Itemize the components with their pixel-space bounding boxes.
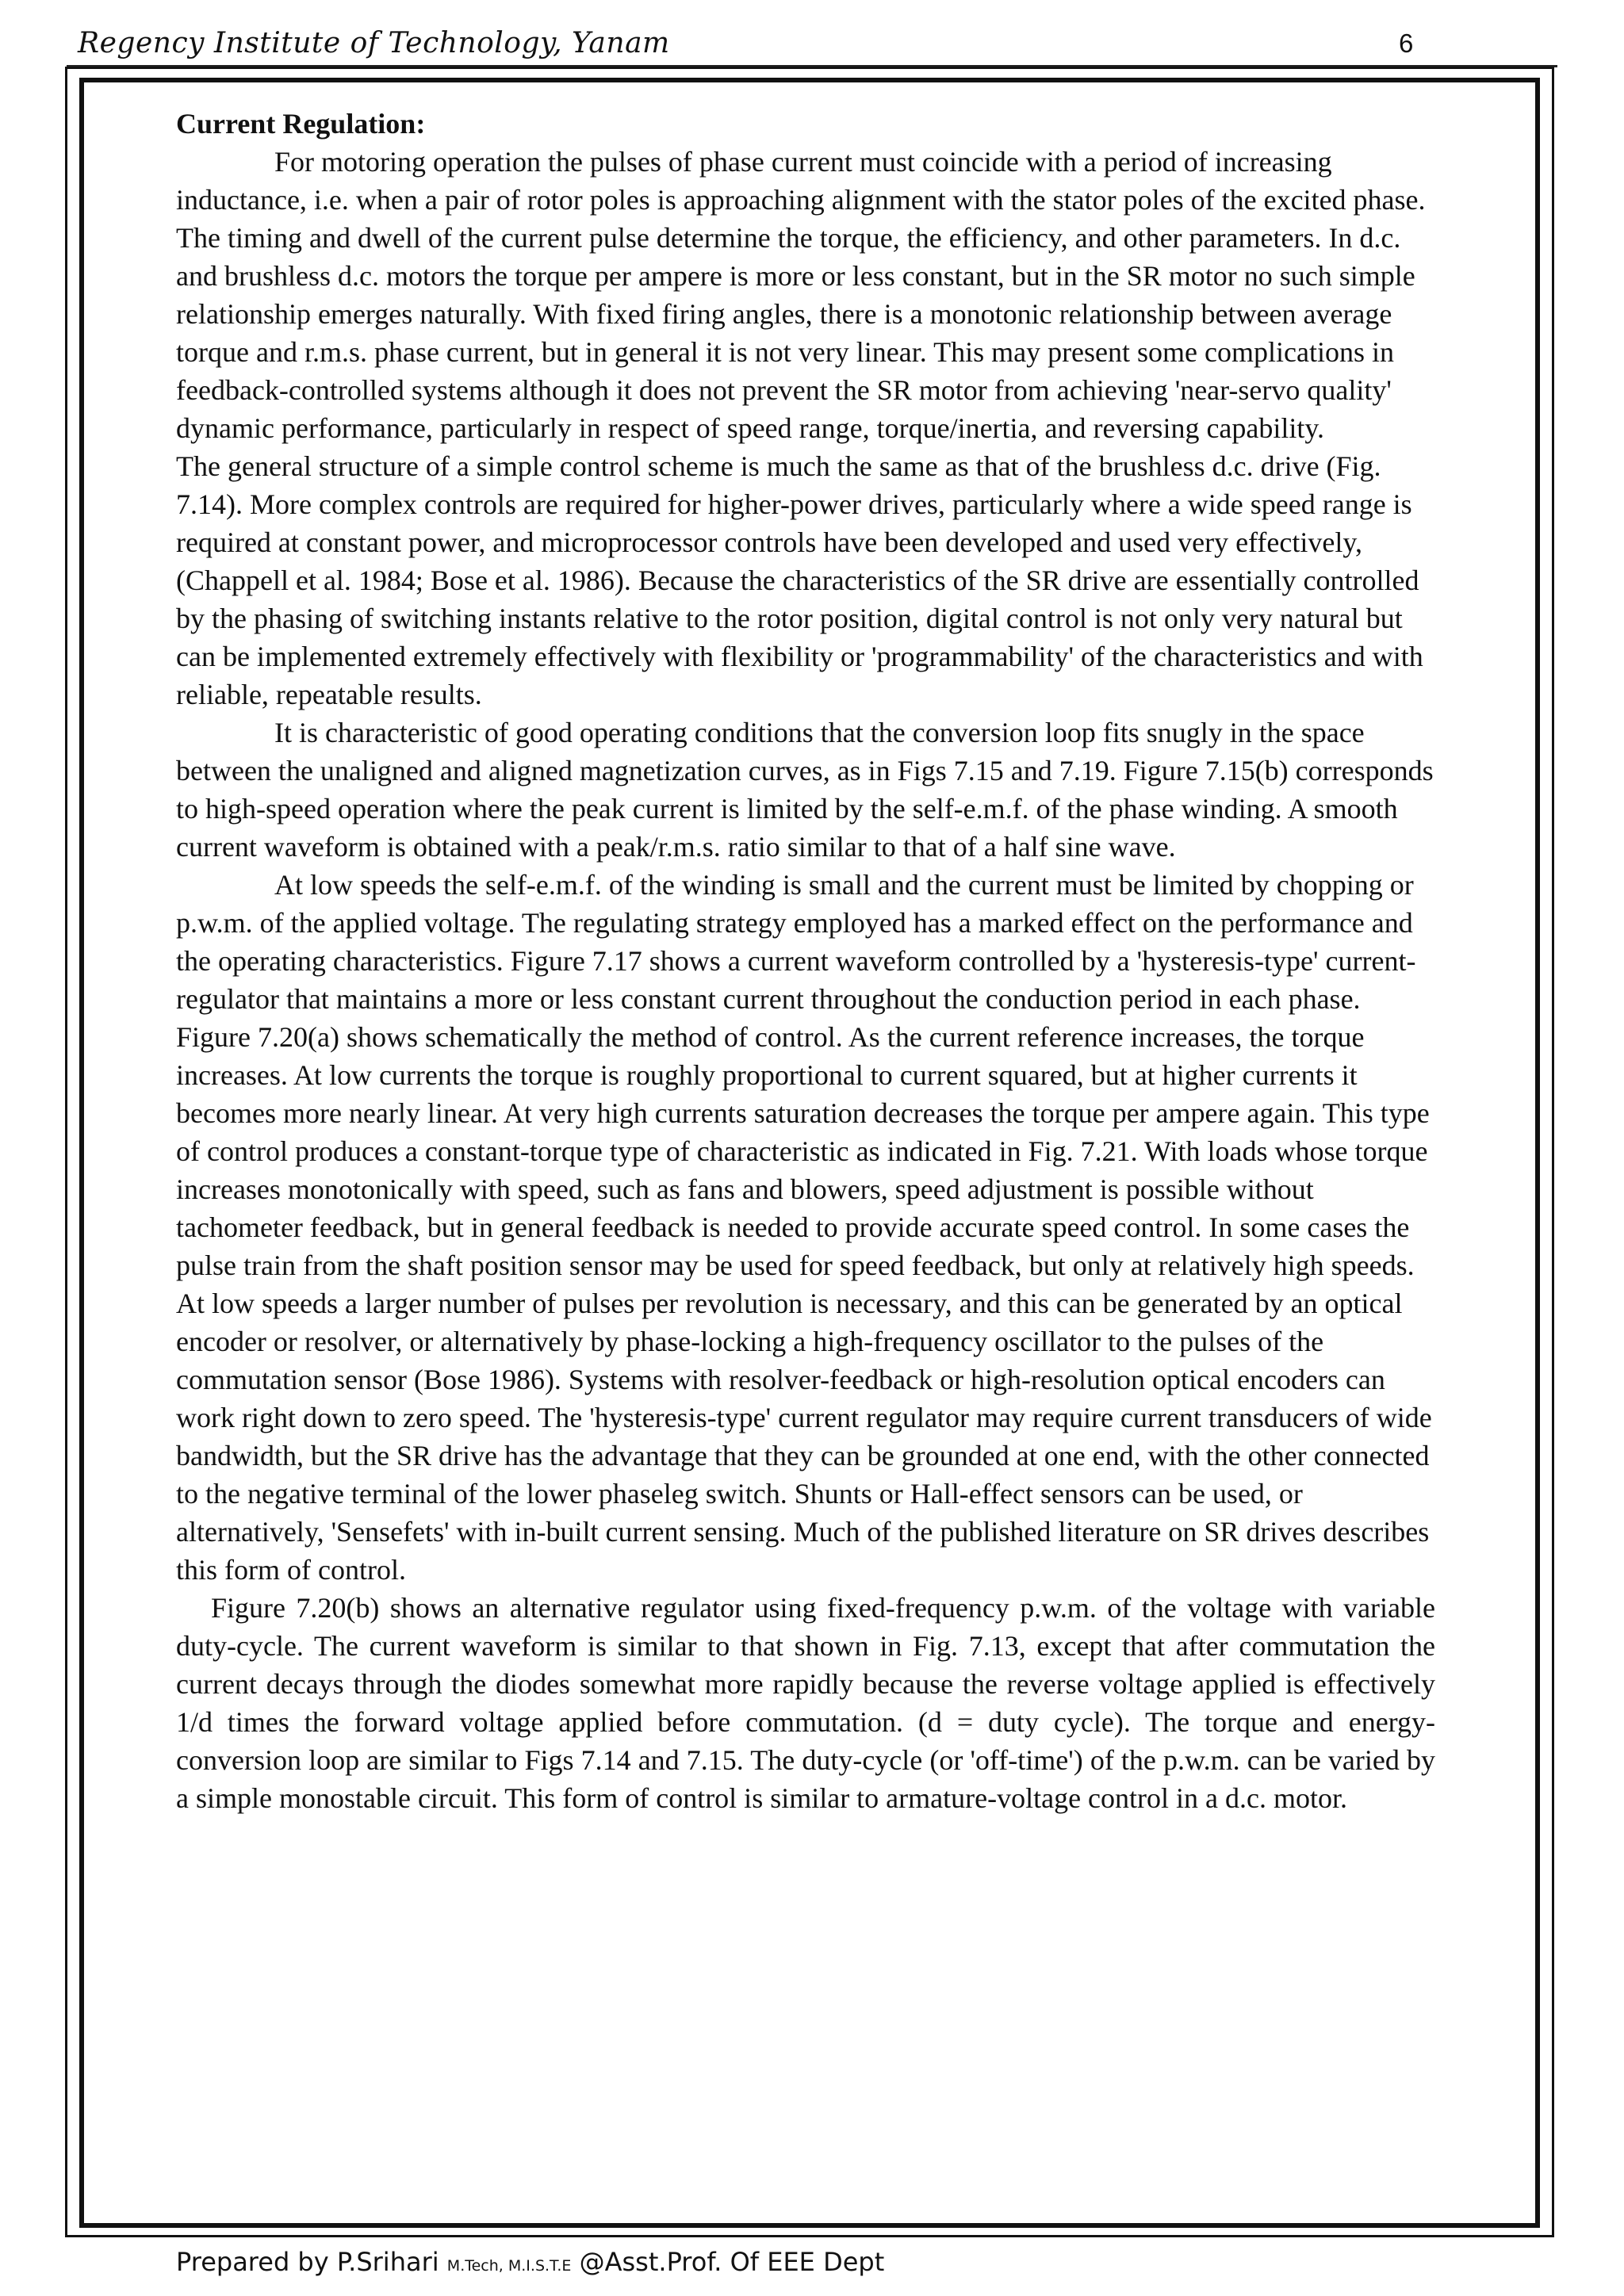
- paragraph-5: Figure 7.20(b) shows an alternative regulator using fixed-frequency p.w.m. of the voltage with variable duty-cycle. The current waveform is similar to that shown in Fig. 7.13, except that after commutation the current decays through the diodes somewhat more rapidly because the reverse voltage applied is effectively 1/d times the forward voltage applied before commutation. (d = duty cycle). The torque and energy-conversion loop are similar to Figs 7.14 and 7.15. The duty-cycle (or 'off-time') of the p.w.m. can be varied by a simple monostable circuit. This form of control is similar to armature-voltage control in a d.c. motor.: [176, 1592, 1435, 1814]
- paragraph-1: For motoring operation the pulses of phase current must coincide with a period of increasing inductance, i.e. when a pair of rotor poles is approaching alignment with the stator poles of the excited phase. The timing and dwell of the current pulse determine the torque, the efficiency, and other parameters. In d.c. and brushless d.c. motors the torque per ampere is more or less constant, but in the SR motor no such simple relationship emerges naturally. With fixed firing angles, there is a monotonic relationship between average torque and r.m.s. phase current, but in general it is not very linear. This may present some complications in feedback-controlled systems although it does not prevent the SR motor from achieving 'near-servo quality' dynamic performance, particularly in respect of speed range, torque/inertia, and reversing capability.: [176, 146, 1426, 444]
- paragraph-3: It is characteristic of good operating conditions that the conversion loop fits snugly in the space between the unaligned and aligned magnetization curves, as in Figs 7.15 and 7.19. Figure 7.15(b) corresponds to high-speed operation where the peak current is limited by the self-e.m.f. of the phase winding. A smooth current waveform is obtained with a peak/r.m.s. ratio similar to that of a half sine wave.: [176, 717, 1434, 863]
- page-number: 6: [1399, 29, 1414, 58]
- document-body: [176, 105, 1435, 1817]
- footer-qualifications: M.Tech, M.I.S.T.E: [446, 2257, 572, 2275]
- footer-author: Prepared by P.Srihari: [176, 2247, 439, 2277]
- paragraph-2: The general structure of a simple control scheme is much the same as that of the brushless d.c. drive (Fig. 7.14). More complex controls are required for higher-power drives, particularly where a wide speed range is required at constant power, and microprocessor controls have been developed and used very effectively, (Chappell et al. 1984; Bose et al. 1986). Because the characteristics of the SR drive are essentially controlled by the phasing of switching instants relative to the rotor position, digital control is not only very natural but can be implemented extremely effectively with flexibility or 'programmability' of the characteristics and with reliable, repeatable results.: [176, 450, 1423, 710]
- section-title: Current Regulation:: [176, 108, 426, 140]
- footer: [176, 2247, 884, 2277]
- institute-header: Regency Institute of Technology, Yanam: [78, 27, 670, 59]
- footer-designation: @Asst.Prof. Of EEE Dept: [579, 2247, 885, 2277]
- paragraph-4: At low speeds the self-e.m.f. of the winding is small and the current must be limited by chopping or p.w.m. of the applied voltage. The regulating strategy employed has a marked effect on the performance and the operating characteristics. Figure 7.17 shows a current waveform controlled by a 'hysteresis-type' current-regulator that maintains a more or less constant current throughout the conduction period in each phase. Figure 7.20(a) shows schematically the method of control. As the current reference increases, the torque increases. At low currents the torque is roughly proportional to current squared, but at higher currents it becomes more nearly linear. At very high currents saturation decreases the torque per ampere again. This type of control produces a constant-torque type of characteristic as indicated in Fig. 7.21. With loads whose torque increases monotonically with speed, such as fans and blowers, speed adjustment is possible without tachometer feedback, but in general feedback is needed to provide accurate speed control. In some cases the pulse train from the shaft position sensor may be used for speed feedback, but only at relatively high speeds. At low speeds a larger number of pulses per revolution is necessary, and this can be generated by an optical encoder or resolver, or alternatively by phase-locking a high-frequency oscillator to the pulses of the commutation sensor (Bose 1986). Systems with resolver-feedback or high-resolution optical encoders can work right down to zero speed. The 'hysteresis-type' current regulator may require current transducers of wide bandwidth, but the SR drive has the advantage that they can be grounded at one end, with the other connected to the negative terminal of the lower phaseleg switch. Shunts or Hall-effect sensors can be used, or alternatively, 'Sensefets' with in-built current sensing. Much of the published literature on SR drives describes this form of control.: [176, 869, 1432, 1586]
